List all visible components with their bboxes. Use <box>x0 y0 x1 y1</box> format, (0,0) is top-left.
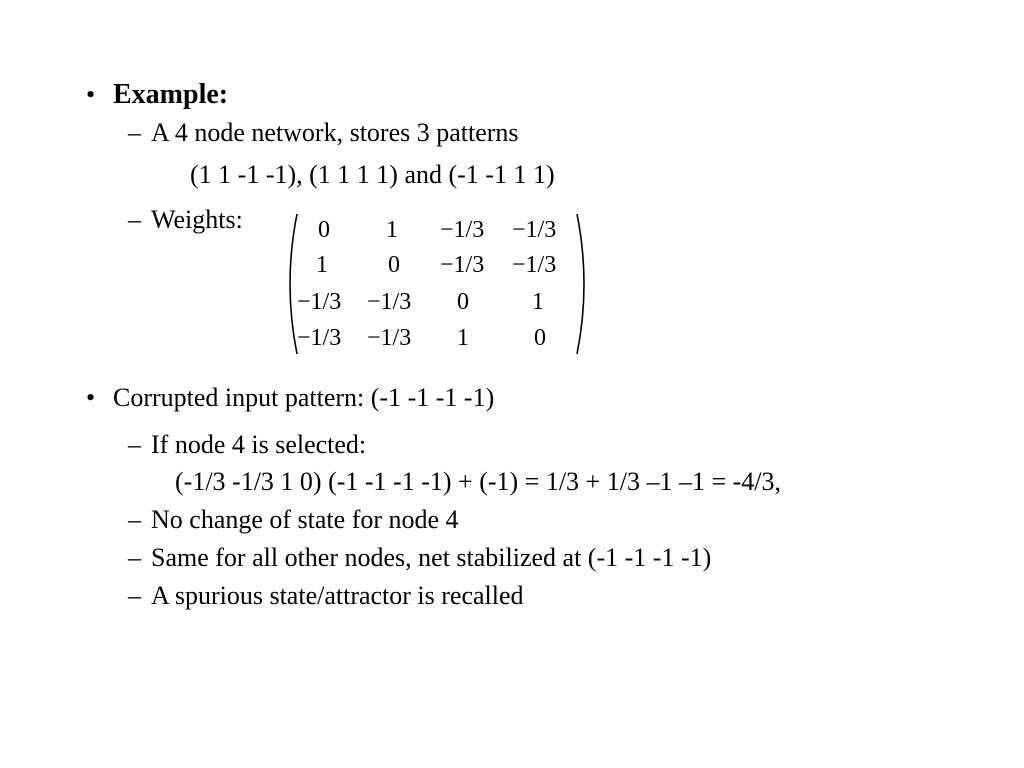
matrix-cell: 1 <box>457 325 469 351</box>
example-heading: Example: <box>113 79 229 110</box>
matrix-cell: 0 <box>318 217 330 243</box>
matrix-cell: −1/3 <box>367 325 412 351</box>
matrix-cell: −1/3 <box>297 289 342 315</box>
matrix-cell: 0 <box>457 289 469 315</box>
stabilized: Same for all other nodes, net stabilized at (-1 -1 -1 -1) <box>151 543 712 572</box>
net-computation: (-1/3 -1/3 1 0) (-1 -1 -1 -1) + (-1) = 1/3 + 1/3 –1 –1 = -4/3, <box>175 467 781 496</box>
matrix-cell: 1 <box>532 289 544 315</box>
no-change: No change of state for node 4 <box>151 505 459 534</box>
spurious-state: A spurious state/attractor is recalled <box>151 581 524 610</box>
weight-matrix <box>283 210 591 358</box>
dash-marker: – <box>128 205 141 234</box>
matrix-cell: −1/3 <box>440 252 485 278</box>
matrix-cell: −1/3 <box>440 217 485 243</box>
corrupted-pattern: Corrupted input pattern: (-1 -1 -1 -1) <box>113 383 495 412</box>
bullet-marker: • <box>86 383 96 412</box>
matrix-cell: −1/3 <box>512 252 557 278</box>
matrix-cell: −1/3 <box>367 289 412 315</box>
matrix-cell: 0 <box>388 252 400 278</box>
matrix-cell: 1 <box>386 217 398 243</box>
dash-marker: – <box>128 505 141 534</box>
node-selected: If node 4 is selected: <box>151 430 367 459</box>
dash-marker: – <box>128 118 141 147</box>
matrix-cell: 1 <box>316 252 328 278</box>
matrix-cell: −1/3 <box>512 217 557 243</box>
weights-label: Weights: <box>151 205 243 234</box>
matrix-cell: 0 <box>534 325 546 351</box>
dash-marker: – <box>128 543 141 572</box>
dash-marker: – <box>128 581 141 610</box>
network-description: A 4 node network, stores 3 patterns <box>151 118 519 147</box>
bullet-marker: • <box>86 80 96 109</box>
stored-patterns: (1 1 -1 -1), (1 1 1 1) and (-1 -1 1 1) <box>190 160 555 189</box>
matrix-cell: −1/3 <box>297 325 342 351</box>
dash-marker: – <box>128 430 141 459</box>
